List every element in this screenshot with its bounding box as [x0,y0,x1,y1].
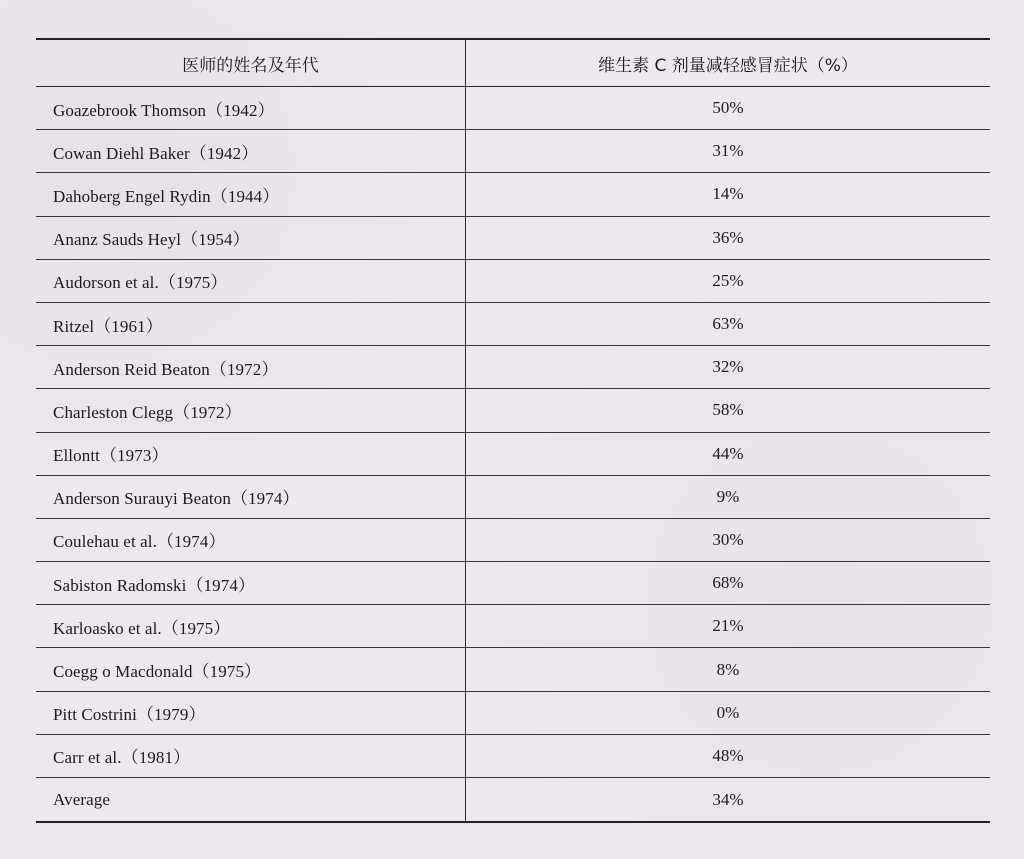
row-value: 32% [712,357,744,377]
table-row [36,346,990,389]
row-value: 30% [712,529,744,549]
row-name: Coegg o Macdonald（1975） [36,648,466,690]
row-value: 14% [712,184,744,204]
row-name: Carr et al.（1981） [36,735,466,777]
row-value: 8% [716,659,740,679]
row-name: Dahoberg Engel Rydin（1944） [36,173,466,215]
table-row [36,605,990,648]
row-name: Pitt Costrini（1979） [36,692,466,734]
row-name: Anderson Reid Beaton（1972） [36,346,466,388]
table-row [36,389,990,432]
table-row [36,692,990,735]
table-row [36,303,990,346]
row-name: Average [36,778,466,821]
row-value: 31% [712,141,744,161]
table-row [36,260,990,303]
table-row [36,735,990,778]
table-row [36,648,990,691]
row-name: Ritzel（1961） [36,303,466,345]
table-row [36,87,990,130]
row-value: 36% [712,227,744,247]
row-value: 34% [712,789,744,809]
vitamin-c-table [36,38,990,823]
table-row [36,173,990,216]
header-name-column: 医师的姓名及年代 [36,40,466,86]
row-value: 44% [712,443,744,463]
row-value: 21% [712,616,744,636]
row-value: 9% [716,486,740,506]
row-value: 63% [712,314,744,334]
table-row [36,476,990,519]
row-name: Anderson Surauyi Beaton（1974） [36,476,466,518]
row-name: Charleston Clegg（1972） [36,389,466,431]
row-name: Goazebrook Thomson（1942） [36,87,466,129]
table-row [36,217,990,260]
table-row [36,433,990,476]
row-value: 25% [712,270,744,290]
row-name: Cowan Diehl Baker（1942） [36,130,466,172]
row-name: Coulehau et al.（1974） [36,519,466,561]
row-name: Ananz Sauds Heyl（1954） [36,217,466,259]
row-value: 0% [716,702,740,722]
row-name: Sabiston Radomski（1974） [36,562,466,604]
row-value: 50% [712,98,744,118]
table-row-average [36,778,990,821]
table-row [36,519,990,562]
row-name: Ellontt（1973） [36,433,466,475]
row-value: 58% [712,400,744,420]
header-value-column: 维生素 C 剂量减轻感冒症状（%） [598,55,858,76]
row-name: Audorson et al.（1975） [36,260,466,302]
row-name: Karloasko et al.（1975） [36,605,466,647]
row-value: 68% [712,573,744,593]
table-row [36,130,990,173]
table-row [36,562,990,605]
row-value: 48% [712,745,744,765]
table-header-row [36,40,990,87]
